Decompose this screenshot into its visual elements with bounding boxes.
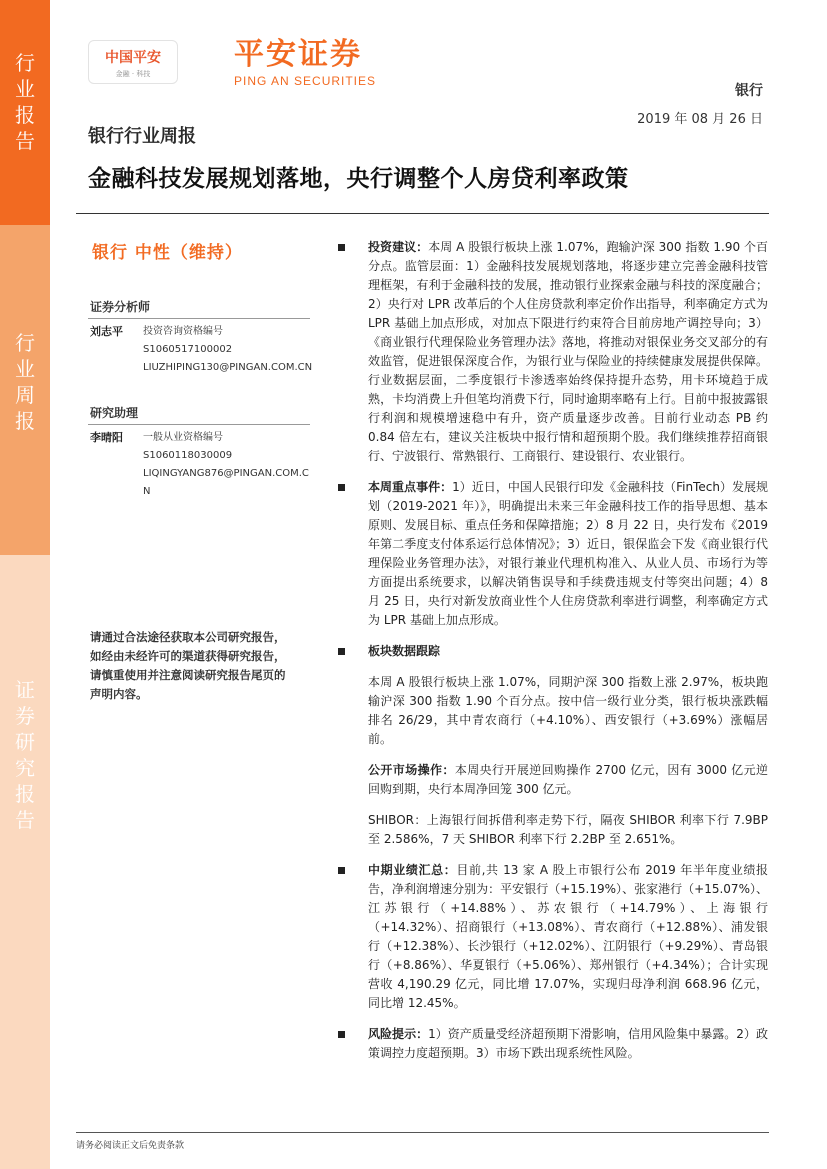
open-market-paragraph	[338, 761, 768, 799]
tracking-label: 板块数据跟踪	[368, 644, 441, 658]
stripe-char: 究	[15, 756, 35, 780]
assistants-label: 研究助理	[90, 406, 139, 420]
logo-main-text: 中国平安	[105, 50, 161, 66]
stripe-char: 告	[15, 129, 35, 153]
stripe-char: 行	[15, 331, 35, 355]
stripe-char: 业	[15, 357, 35, 381]
interim-results-item	[338, 861, 768, 1013]
stripe-char: 周	[15, 383, 35, 407]
report-date: 2019 年 08 月 26 日	[637, 112, 763, 127]
stripe-char: 报	[15, 103, 35, 127]
stripe-char: 报	[15, 782, 35, 806]
risk-text: 1）资产质量受经济超预期下滑影响，信用风险集中暴露。2）政策调控力度超预期。3）市场下跌出现系统性风险。	[368, 1027, 768, 1060]
stripe-report-category	[0, 0, 50, 225]
stripe-char: 业	[15, 77, 35, 101]
shibor-text: 上海银行间拆借利率走势下行，隔夜 SHIBOR 利率下行 7.9BP 至 2.586%，7 天 SHIBOR 利率下行 2.2BP 至 2.651%。	[368, 813, 768, 846]
assistant-email[interactable]: LIQINGYANG876@PINGAN.COM.C	[143, 468, 309, 479]
bullet-square-icon	[338, 1031, 345, 1038]
industry-rating: 银行 中性（维持）	[92, 243, 243, 263]
brand-cn: 平安证券	[234, 37, 362, 72]
invest-advice-item	[338, 238, 768, 466]
risk-item	[338, 1025, 768, 1063]
logo-sub-text: 金融 · 科技	[115, 70, 151, 78]
assistants-divider	[88, 424, 310, 425]
tracking-paragraph: 本周 A 股银行板块上涨 1.07%，同期沪深 300 指数上涨 2.97%，板块跑输沪深 300 指数 1.90 个百分点。按中信一级行业分类，银行板块涨跌幅排名 26/29，其中青农商行（+4.10%）、西安银行（+3.69%）涨幅居前。	[368, 675, 768, 746]
assistant-cert-number: S1060118030009	[143, 450, 233, 461]
analysts-label: 证券分析师	[90, 300, 151, 314]
interim-results-text: 目前,共 13 家 A 股上市银行公布 2019 年半年度业绩报告，净利润增速分别为：平安银行（+15.19%）、张家港行（+15.07%）、江苏银行（+14.88%）、苏农银行（+14.79%）、上海银行（+14.32%）、招商银行（+13.08%）、青农商行（+12.88%）、浦发银行（+12.38%）、长沙银行（+12.02%）、江阴银行（+9.29%）、青岛银行（+8.86%）、华夏银行（+5.06%）、郑州银行（+4.34%）；合计实现营收 4,190.29 亿元，同比增 17.07%，实现归母净利润 668.96 亿元，同比增 12.45%。	[368, 863, 768, 1010]
assistant-email-cont: N	[143, 486, 151, 497]
analyst-info	[143, 323, 313, 377]
industry-label: 银行	[735, 83, 763, 99]
analysts-divider	[88, 318, 310, 319]
stripe-char: 报	[15, 409, 35, 433]
assistant-cert-label: 一般从业资格编号	[143, 432, 223, 443]
stripe-char: 研	[15, 730, 35, 754]
bullet-square-icon	[338, 244, 345, 251]
key-events-text: 1）近日，中国人民银行印发《金融科技（FinTech）发展规划（2019-2021 年）》，明确提出未来三年金融科技工作的指导思想、基本原则、发展目标、重点任务和保障措施；2）8 月 22 日，央行发布《2019 年第二季度支付体系运行总体情况》；3）近日，银保监会下发《商业银行代理保险业务管理办法》，对银行兼业代理机构准入、从业人员、市场行为等方面提出系统要求，以解决销售误导和手续费违规支付等突出问题；4）8 月 25 日，央行对新发放商业性个人住房贷款利率进行调整，利率确定方式为 LPR 基础上加点形成。	[368, 480, 768, 627]
header-divider	[76, 213, 769, 214]
analyst-email[interactable]: LIUZHIPING130@PINGAN.COM.CN	[143, 362, 313, 373]
stripe-char: 告	[15, 808, 35, 832]
analyst-name: 刘志平	[90, 325, 123, 338]
report-type: 银行行业周报	[88, 126, 196, 147]
open-market-label: 公开市场操作：	[368, 763, 455, 777]
key-events-item	[338, 478, 768, 630]
interim-results-label: 中期业绩汇总：	[368, 863, 457, 877]
invest-advice-label: 投资建议：	[368, 240, 429, 254]
stripe-char: 券	[15, 704, 35, 728]
stripe-report-type	[0, 225, 50, 555]
brand-en: PING AN SECURITIES	[234, 74, 377, 88]
brand-logo	[234, 38, 376, 88]
legal-disclaimer: 请通过合法途径获取本公司研究报告，如经由未经许可的渠道获得研究报告，请慎重使用并注意阅读研究报告尾页的声明内容。	[90, 630, 286, 701]
shibor-paragraph	[338, 811, 768, 849]
risk-label: 风险提示：	[368, 1027, 429, 1041]
report-title: 金融科技发展规划落地，央行调整个人房贷利率政策	[88, 166, 629, 192]
tracking-item	[338, 642, 768, 661]
report-body	[338, 238, 768, 1063]
bullet-square-icon	[338, 484, 345, 491]
bullet-square-icon	[338, 648, 345, 655]
analyst-cert-number: S1060517100002	[143, 344, 233, 355]
invest-advice-text: 本周 A 股银行板块上涨 1.07%，跑输沪深 300 指数 1.90 个百分点。监管层面：1）金融科技发展规划落地，将逐步建立完善金融科技管理框架，有利于金融科技的发展，推动银行业探索金融与科技的深度融合；2）央行对 LPR 改革后的个人住房贷款利率定价作出指导，利率确定方式为 LPR 基础上加点形成，对加点下限进行约束符合目前房地产调控导向；3）《商业银行代理保险业务管理办法》落地，将推动对银保业务交叉部分的有效监管，促进银保深度合作，为银行业与保险业的持续健康发展提供保障。行业数据层面，二季度银行卡渗透率始终保持提升态势，用卡环境趋于成熟，卡均消费上升但笔均消费下行，同时逾期率略有上行。目前中报披露银行利润和规模增速稳中有升，资产质量逐步改善。目前行业动态 PB 约 0.84 倍左右，建议关注板块中报行情和超预期个股。我们继续推荐招商银行、宁波银行、常熟银行、工商银行、建设银行、农业银行。	[368, 240, 768, 463]
shibor-label: SHIBOR：	[368, 813, 427, 827]
footer-note: 请务必阅读正文后免责条款	[76, 1141, 185, 1151]
assistant-name: 李晴阳	[90, 431, 123, 444]
stripe-char: 证	[15, 678, 35, 702]
analyst-cert-label: 投资咨询资格编号	[143, 326, 223, 337]
assistant-info	[143, 429, 309, 501]
stripe-research-report	[0, 555, 50, 1169]
key-events-label: 本周重点事件：	[368, 480, 453, 494]
pingan-group-logo	[88, 40, 178, 84]
bullet-square-icon	[338, 867, 345, 874]
stripe-char: 行	[15, 51, 35, 75]
open-market-text: 本周央行开展逆回购操作 2700 亿元，因有 3000 亿元逆回购到期，央行本周净回笼 300 亿元。	[368, 763, 768, 796]
footer-divider	[76, 1132, 769, 1133]
